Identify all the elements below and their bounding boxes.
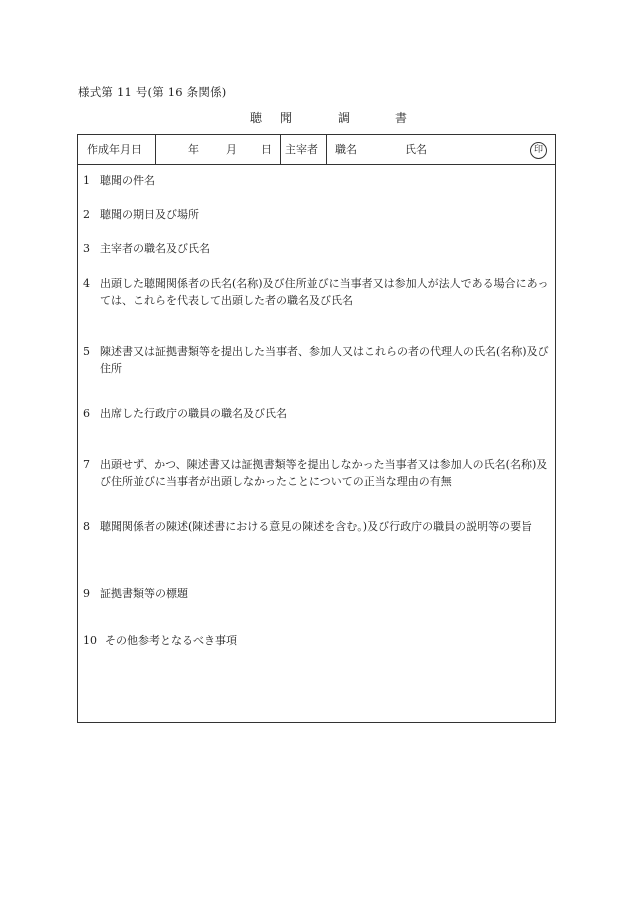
item-text: 聴聞の期日及び場所	[100, 208, 199, 221]
list-item	[83, 343, 549, 377]
title-char: 調	[338, 111, 351, 125]
title-char: 書	[395, 111, 408, 125]
title-char: 聞	[280, 111, 293, 125]
item-number: 7	[83, 458, 90, 471]
item-number: 9	[83, 587, 90, 600]
day-field[interactable]: 日	[261, 143, 272, 156]
list-item	[83, 585, 549, 602]
item-text: 出頭せず、かつ、陳述書又は証拠書類等を提出しなかった当事者又は参加人の氏名(名称)及び住所並びに当事者が出頭しなかったことについての正当な理由の有無	[100, 458, 548, 488]
list-item	[83, 405, 549, 422]
list-item	[83, 632, 549, 649]
item-number: 3	[83, 242, 90, 255]
seal-mark: 印	[530, 142, 547, 159]
month-field[interactable]: 月	[226, 143, 237, 156]
item-text: 聴聞関係者の陳述(陳述書における意見の陳述を含む。)及び行政庁の職員の説明等の要旨	[100, 520, 533, 533]
item-text: 主宰者の職名及び氏名	[100, 242, 210, 255]
year-field[interactable]: 年	[188, 143, 199, 156]
item-text: 陳述書又は証拠書類等を提出した当事者、参加人又はこれらの者の代理人の氏名(名称)及び住所	[100, 345, 549, 375]
item-text: その他参考となるべき事項	[105, 634, 237, 647]
list-item	[83, 518, 549, 535]
record-form	[77, 134, 556, 723]
header-row	[78, 135, 555, 165]
item-text: 聴聞の件名	[100, 174, 155, 187]
name-label: 氏名	[405, 143, 427, 156]
list-item	[83, 172, 549, 189]
item-number: 1	[83, 174, 90, 187]
position-label: 職名	[335, 143, 357, 156]
item-number: 6	[83, 407, 90, 420]
divider	[155, 135, 156, 164]
item-text: 出席した行政庁の職員の職名及び氏名	[100, 407, 287, 420]
divider	[326, 135, 327, 164]
item-number: 4	[83, 277, 90, 290]
form-number: 様式第 11 号(第 16 条関係)	[78, 85, 227, 99]
item-text: 出頭した聴聞関係者の氏名(名称)及び住所並びに当事者又は参加人が法人である場合にあっては、これらを代表して出頭した者の職名及び氏名	[100, 277, 549, 307]
list-item	[83, 240, 549, 257]
date-label: 作成年月日	[87, 143, 142, 156]
item-number: 8	[83, 520, 90, 533]
divider	[280, 135, 281, 164]
item-number: 10	[83, 634, 97, 647]
title-char: 聴	[250, 111, 263, 125]
list-item	[83, 456, 549, 490]
list-item	[83, 206, 549, 223]
list-item	[83, 275, 549, 309]
presider-label: 主宰者	[285, 143, 318, 156]
item-text: 証拠書類等の標題	[100, 587, 188, 600]
item-number: 2	[83, 208, 90, 221]
item-number: 5	[83, 345, 90, 358]
